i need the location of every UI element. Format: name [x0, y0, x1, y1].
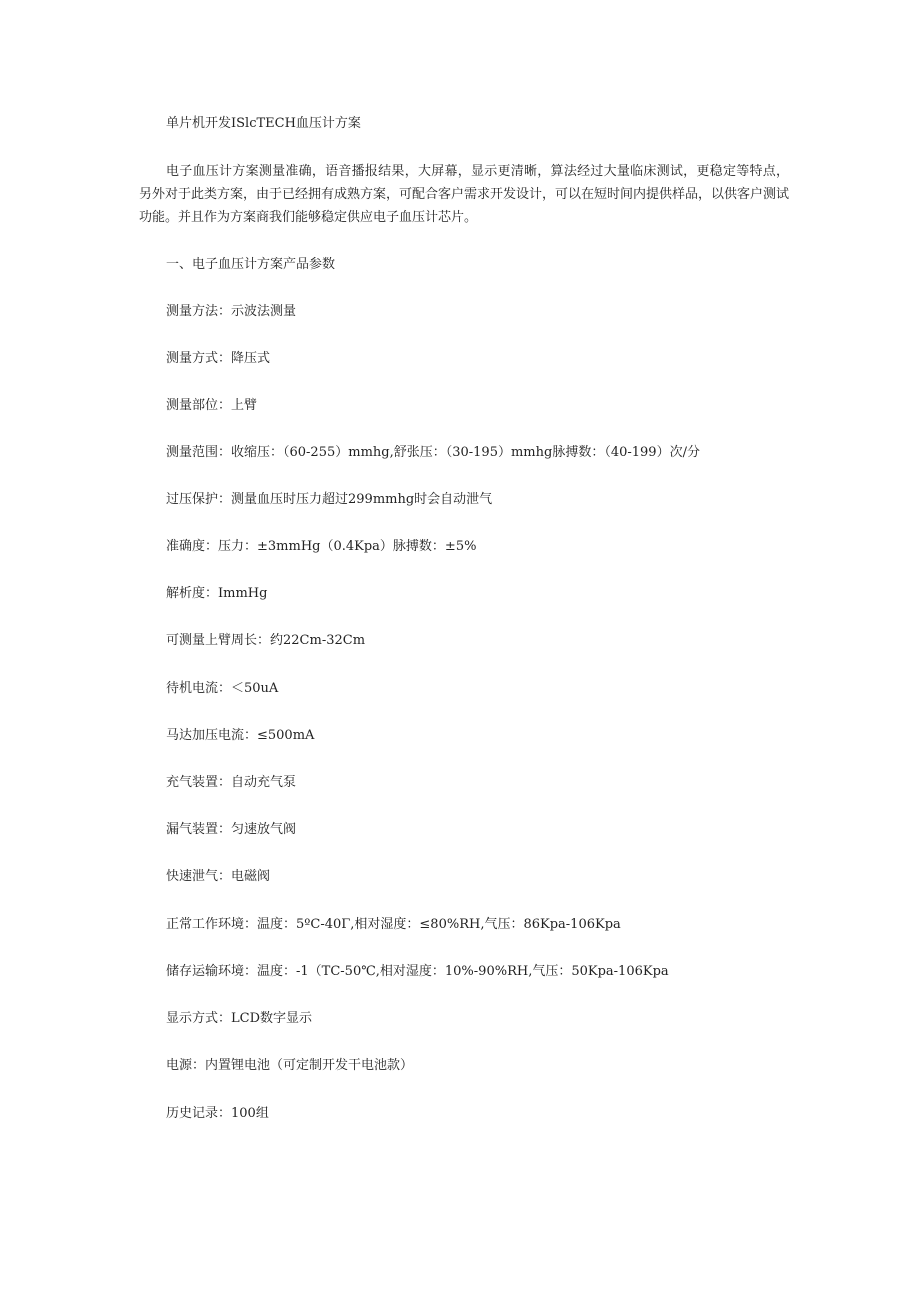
document-title: 单片机开发ISlcTECH血压计方案 — [166, 116, 361, 131]
param-line: 测量方法：示波法测量 — [166, 304, 297, 319]
param-line: 显示方式：LCD数字显示 — [166, 1011, 313, 1026]
param-line: 可测量上臂周长：约22Cm-32Cm — [166, 633, 366, 648]
param-line: 测量部位：上臂 — [166, 398, 258, 413]
param-line: 待机电流：＜50uA — [166, 681, 279, 696]
param-line: 测量范围：收缩压：（60-255）mmhg,舒张压：（30-195）mmhg脉搏数：（40-199）次/分 — [166, 445, 700, 460]
param-line: 漏气装置：匀速放气阀 — [166, 822, 297, 837]
intro-paragraph: 电子血压计方案测量准确，语音播报结果，大屏幕，显示更清晰，算法经过大量临床测试，更稳定等特点，另外对于此类方案，由于已经拥有成熟方案，可配合客户需求开发设计，可以在短时间内提供样品，以供客户测试功能。并且作为方案商我们能够稳定供应电子血压计芯片。 — [139, 164, 790, 225]
param-line: 解析度：ImmHg — [166, 586, 268, 601]
param-line: 历史记录：100组 — [166, 1106, 269, 1121]
param-line: 测量方式：降压式 — [166, 351, 271, 366]
param-line: 准确度：压力：±3mmHg（0.4Kpa）脉搏数：±5% — [166, 539, 477, 554]
param-line: 充气装置：自动充气泵 — [166, 775, 297, 790]
param-line: 正常工作环境：温度：5ºC-40Γ,相对湿度：≤80%RH,气压：86Kpa-106Kpa — [166, 917, 621, 932]
param-line: 马达加压电流：≤500mA — [166, 728, 315, 743]
param-line: 快速泄气：电磁阀 — [166, 869, 271, 884]
param-line: 过压保护：测量血压时压力超过299mmhg时会自动泄气 — [166, 492, 493, 507]
param-line: 电源：内置锂电池（可定制开发干电池款） — [166, 1058, 414, 1073]
param-line: 储存运输环境：温度：-1（TC-50℃,相对湿度：10%-90%RH,气压：50Kpa-106Kpa — [166, 964, 669, 979]
section-heading: 一、电子血压计方案产品参数 — [166, 257, 336, 272]
